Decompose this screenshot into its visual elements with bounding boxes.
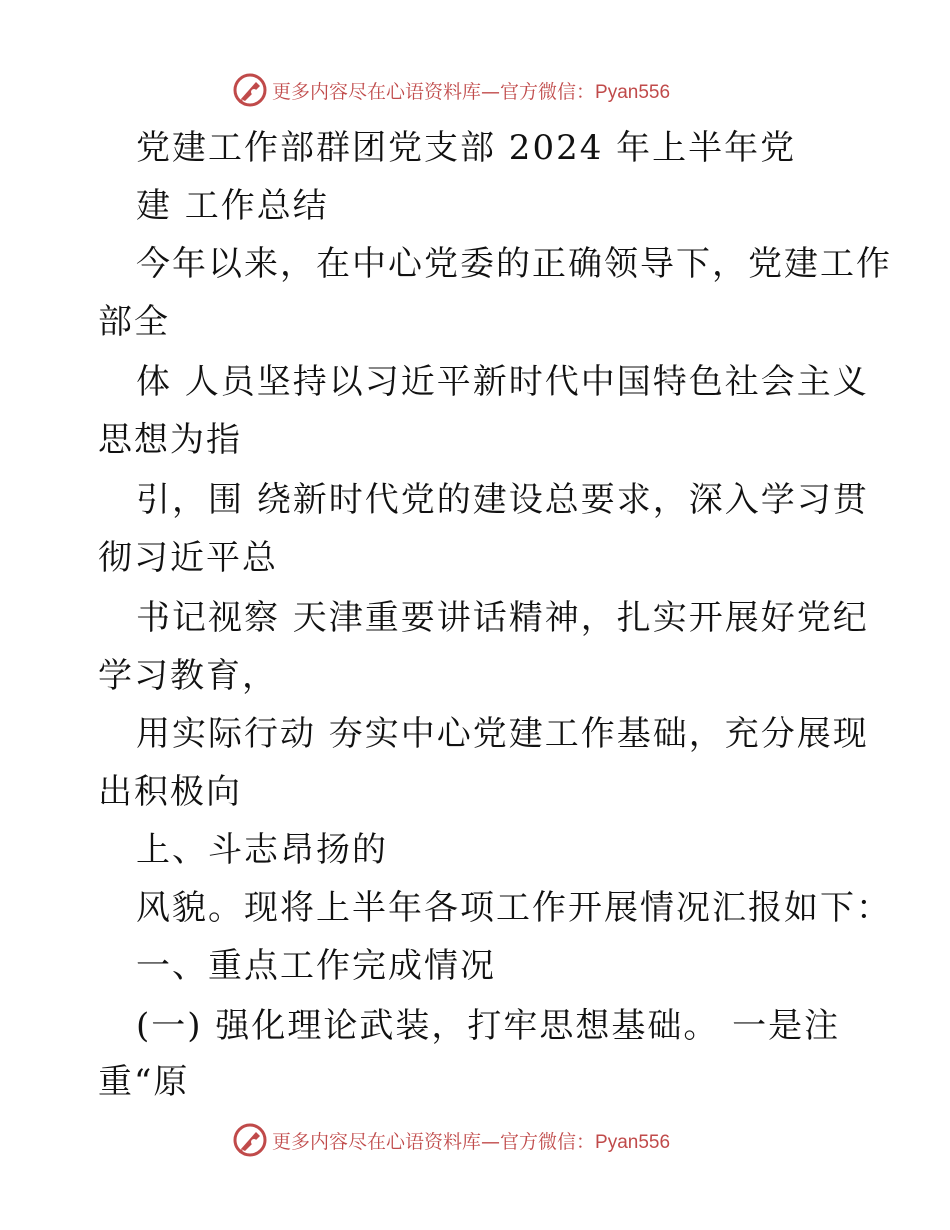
watermark-sep: — (481, 1130, 501, 1153)
doc-line: 今年以来，在中心党委的正确领导下，党建工作 (136, 244, 892, 284)
watermark-text (272, 77, 670, 104)
pen-logo-icon (232, 72, 268, 108)
doc-line: 出积极向 (98, 772, 242, 812)
doc-line: 重“原 (98, 1062, 190, 1102)
doc-line: 用实际行动 夯实中心党建工作基础，充分展现 (136, 714, 869, 754)
doc-title-line-1: 党建工作部群团党支部 2024 年上半年党 (136, 128, 797, 168)
watermark-contact: 官方微信： (500, 80, 596, 103)
watermark-id: Pyan556 (595, 1131, 671, 1153)
watermark-text (272, 1127, 670, 1154)
subsection-heading: (一) 强化理论武装，打牢思想基础。 一是注 (136, 1006, 841, 1046)
doc-title-line-2: 建 工作总结 (136, 186, 329, 226)
doc-line: 风貌。现将上半年各项工作开展情况汇报如下： (136, 888, 892, 928)
doc-line: 思想为指 (98, 420, 242, 460)
footer-watermark (232, 1120, 670, 1160)
watermark-id: Pyan556 (595, 81, 671, 103)
doc-line: 彻习近平总 (98, 538, 278, 578)
pen-logo-icon (232, 1122, 268, 1158)
header-watermark (232, 70, 670, 110)
watermark-main: 更多内容尽在心语资料库 (272, 1130, 482, 1153)
doc-line: 书记视察 天津重要讲话精神，扎实开展好党纪 (136, 598, 869, 638)
section-heading: 一、重点工作完成情况 (136, 946, 496, 986)
doc-line: 体 人员坚持以习近平新时代中国特色社会主义 (136, 362, 869, 402)
doc-line: 部全 (98, 302, 170, 342)
doc-line: 上、斗志昂扬的 (136, 830, 388, 870)
doc-line: 学习教育， (98, 656, 278, 696)
watermark-sep: — (481, 80, 501, 103)
watermark-contact: 官方微信： (500, 1130, 596, 1153)
doc-line: 引，围 绕新时代党的建设总要求，深入学习贯 (136, 480, 869, 520)
watermark-main: 更多内容尽在心语资料库 (272, 80, 482, 103)
